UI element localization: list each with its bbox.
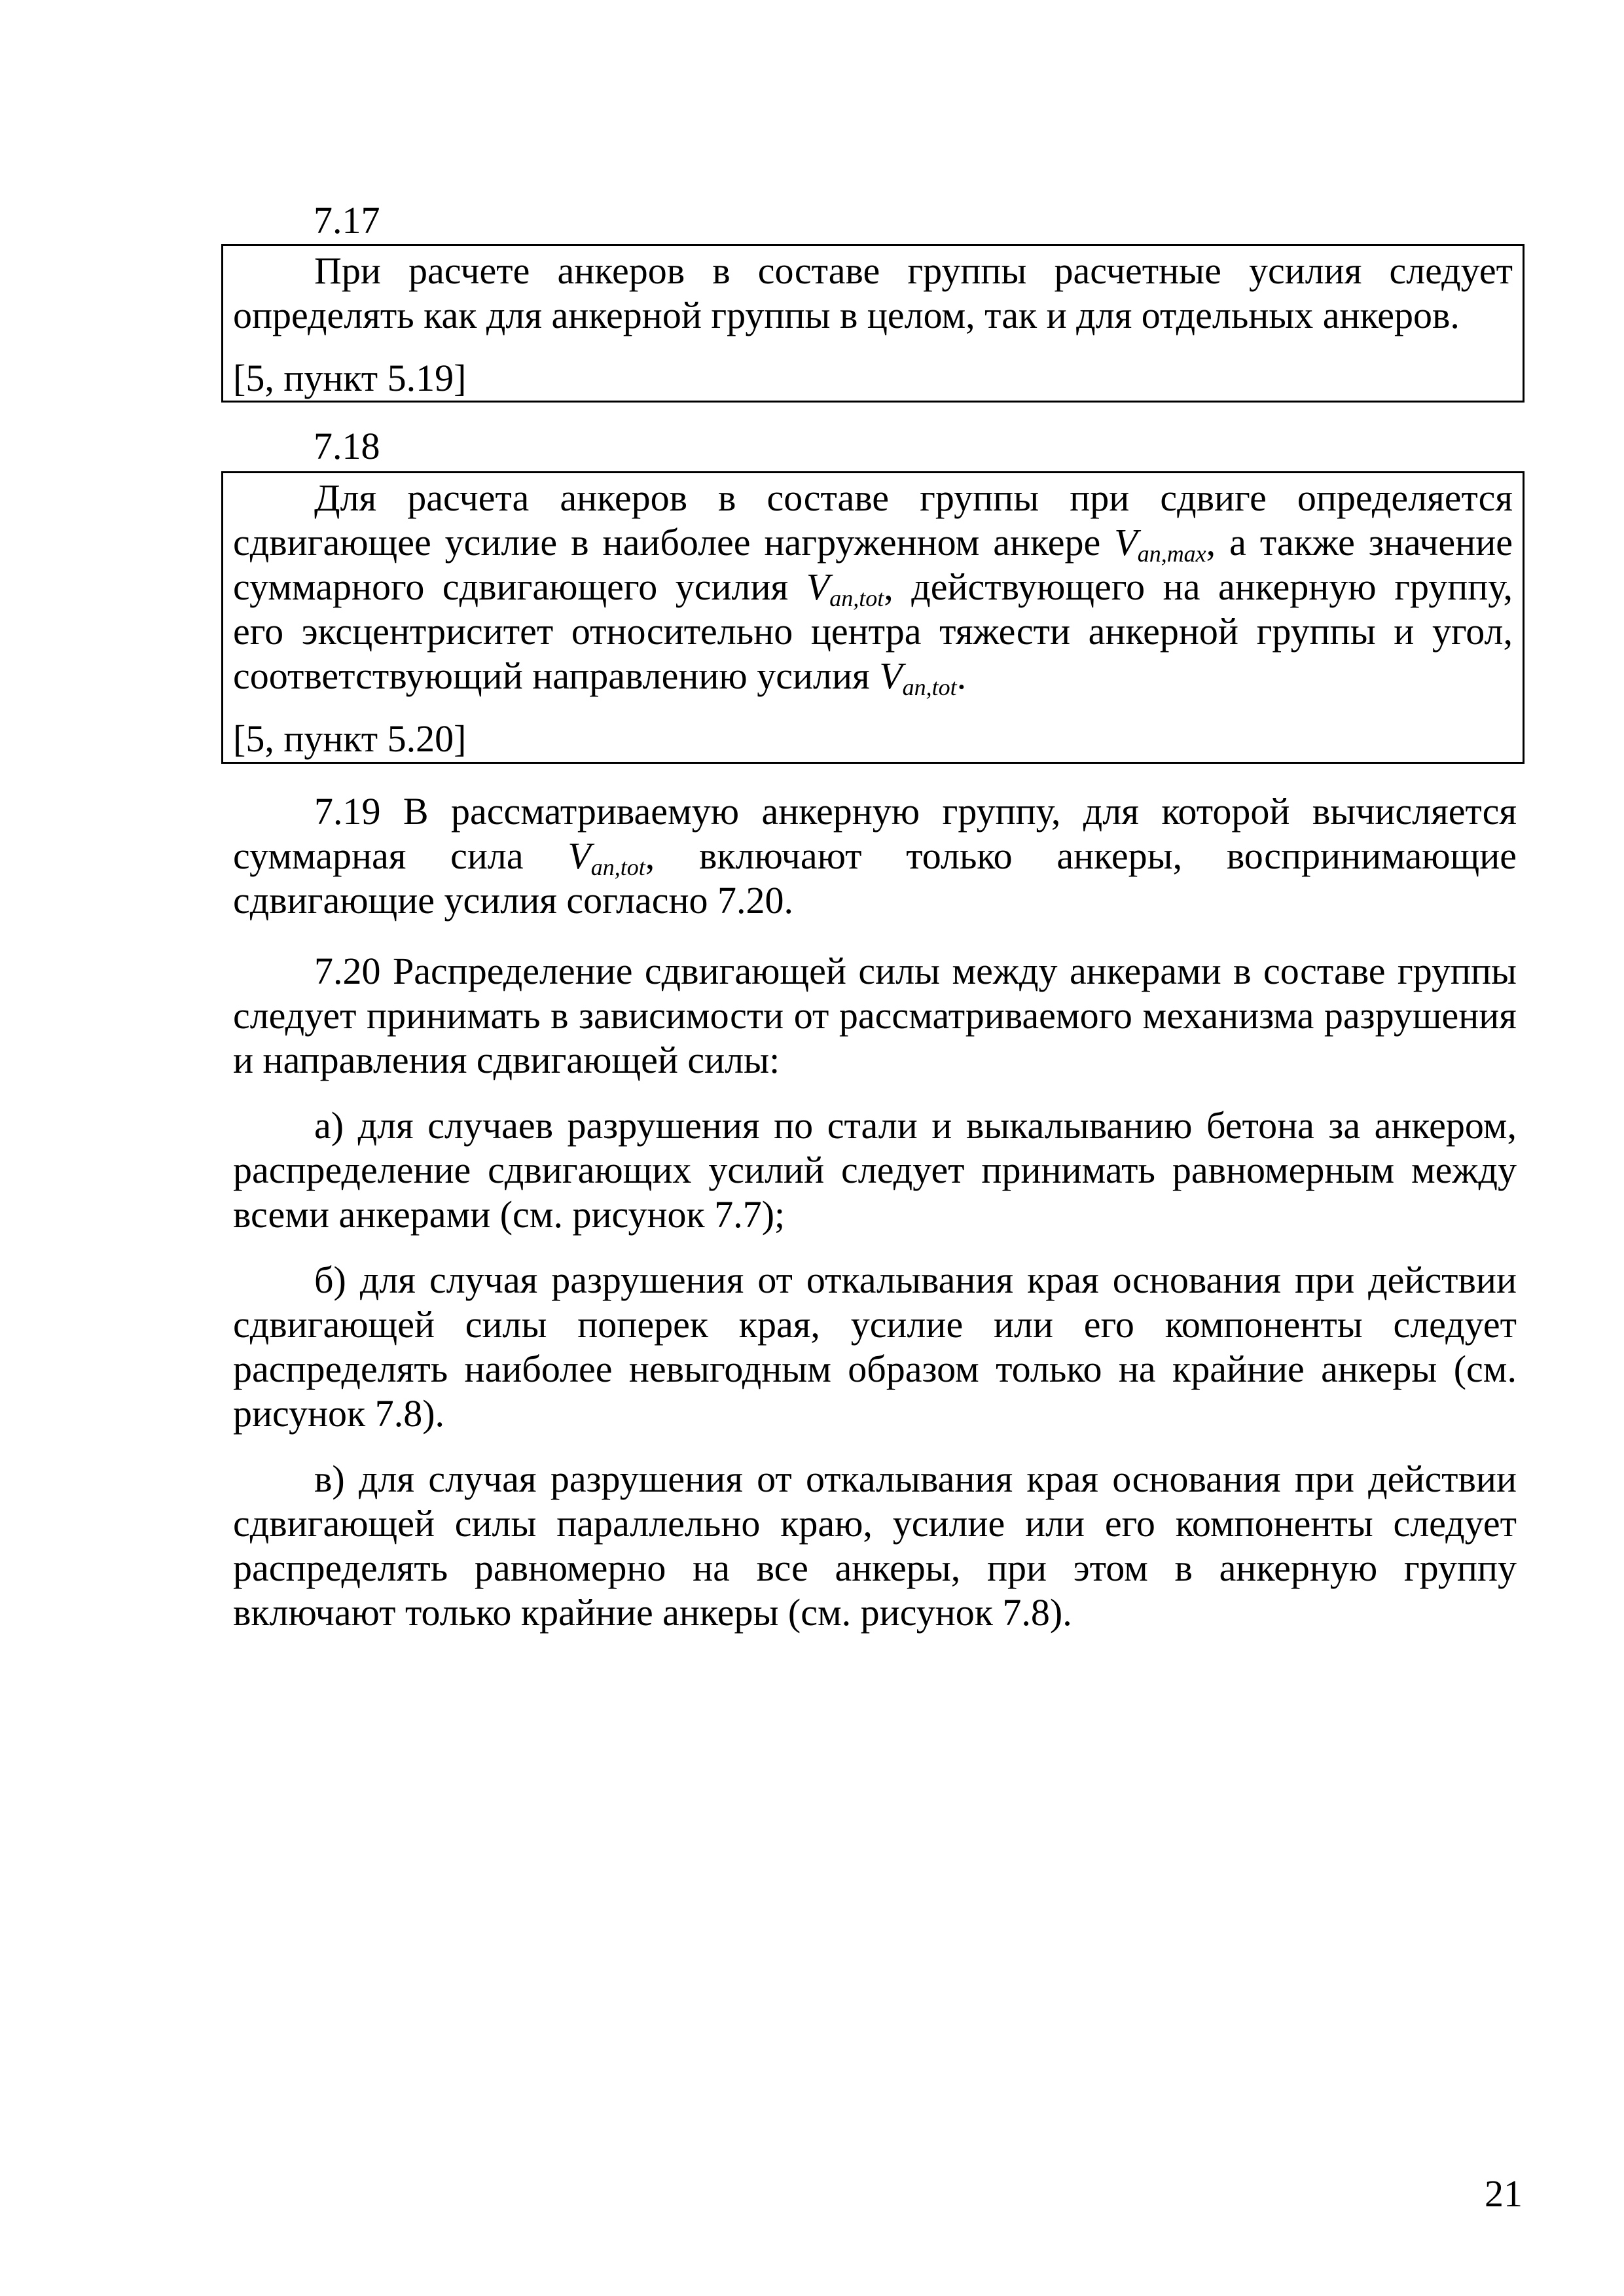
reference: [5, пункт 5.20] bbox=[233, 717, 467, 760]
quote-box-7-17 bbox=[221, 244, 1525, 403]
text: , действующего на анкерную группу, его эксцентриситет относительно центра тяжести анкерной группы и угол, соответствующий направлению усилия bbox=[233, 565, 1513, 697]
text: , а также значение суммарного сдвигающего усилия bbox=[233, 521, 1513, 608]
paragraph-7-20: 7.20 Распределение сдвигающей силы между анкерами в составе группы следует принимать в зависимости от рассматриваемого механизма разрушения и направления сдвигающей силы: bbox=[233, 950, 1517, 1081]
text: 7.19 В рассматриваемую анкерную группу, для которой вычисляется суммарная сила bbox=[233, 790, 1517, 877]
symbol: V bbox=[1114, 521, 1138, 564]
paragraph-7-19 bbox=[233, 789, 1517, 923]
section-number-7-17: 7.17 bbox=[314, 199, 380, 242]
section-number-7-18: 7.18 bbox=[314, 425, 380, 467]
body-text bbox=[233, 789, 1517, 1656]
text: Для расчета анкеров в составе группы при сдвиге определяется сдвигающее усилие в наиболее нагруженном анкере bbox=[233, 476, 1513, 564]
symbol: V bbox=[806, 565, 830, 608]
text: , включают только анкеры, воспринимающие сдвигающие усилия согласно 7.20. bbox=[233, 834, 1517, 922]
text: . bbox=[956, 655, 967, 697]
subscript: an,tot bbox=[829, 585, 884, 611]
list-item-c: в) для случая разрушения от откалывания края основания при действии сдвигающей силы параллельно краю, усилие или его компоненты следует распределять равномерно на все анкеры, при этом в анкерную группу включают только крайние анкеры (см. рисунок 7.8). bbox=[233, 1458, 1517, 1634]
quote-box-7-18 bbox=[221, 471, 1525, 764]
list-item-b: б) для случая разрушения от откалывания края основания при действии сдвигающей силы поперек края, усилие или его компоненты следует распределять наиболее невыгодным образом только на крайние анкеры (см. рисунок 7.8). bbox=[233, 1259, 1517, 1435]
subscript: an,tot bbox=[590, 854, 645, 880]
symbol: V bbox=[568, 834, 591, 877]
paragraph: При расчете анкеров в составе группы расчетные усилия следует определять как для анкерной группы в целом, так и для отдельных анкеров. bbox=[233, 249, 1513, 336]
subscript: an,max bbox=[1137, 541, 1206, 567]
symbol: V bbox=[879, 655, 903, 697]
paragraph bbox=[233, 476, 1513, 698]
reference: [5, пункт 5.19] bbox=[233, 357, 467, 399]
page-number: 21 bbox=[1485, 2172, 1523, 2215]
list-item-a: а) для случаев разрушения по стали и выкалыванию бетона за анкером, распределение сдвигающих усилий следует принимать равномерным между всеми анкерами (см. рисунок 7.7); bbox=[233, 1104, 1517, 1236]
subscript: an,tot bbox=[902, 674, 957, 700]
